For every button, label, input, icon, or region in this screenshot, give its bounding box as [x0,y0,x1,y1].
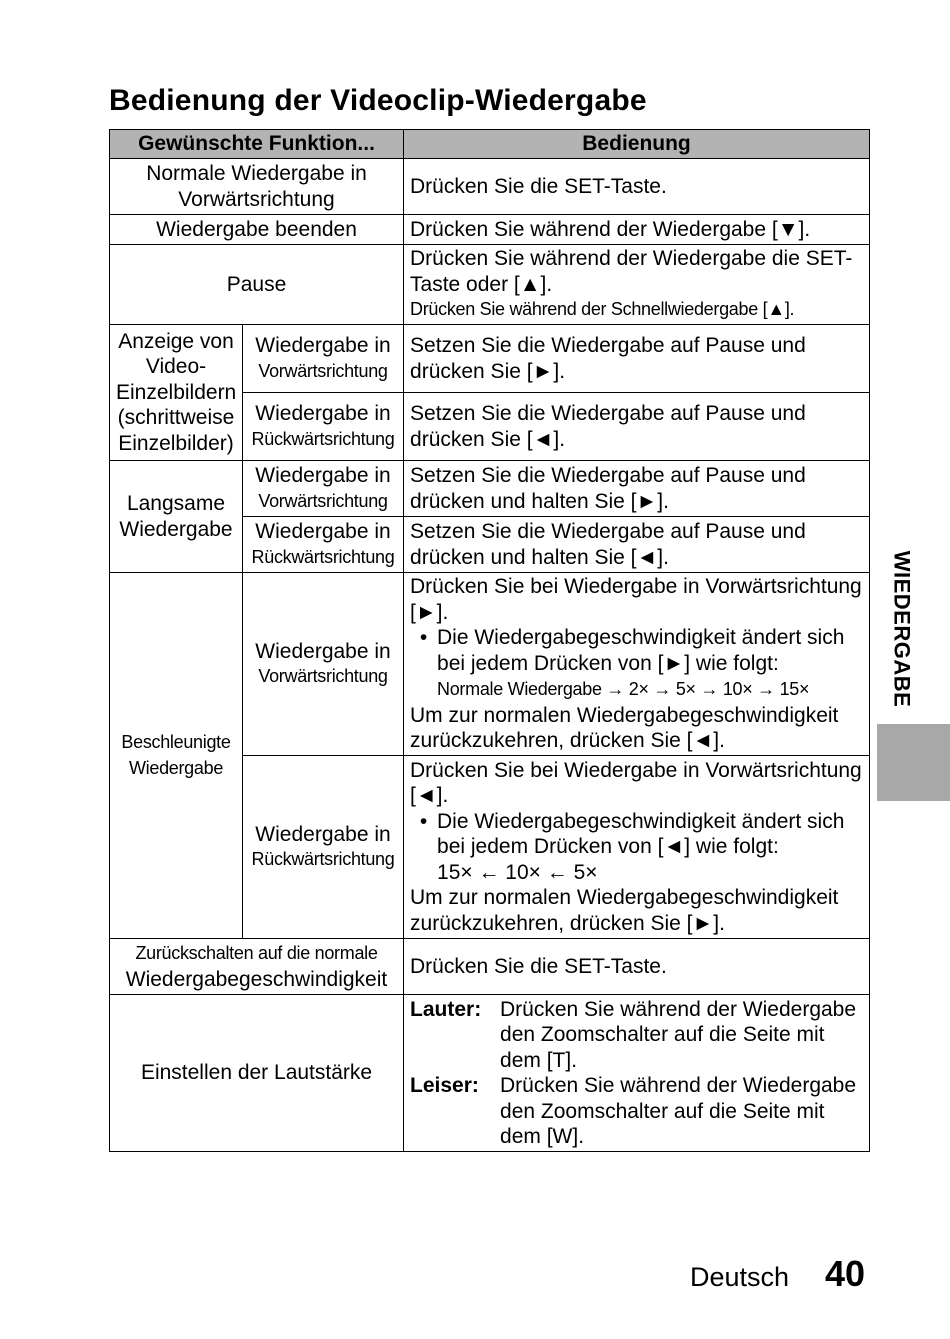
volume-quieter-text: Drücken Sie während der Wiedergabe den Zoomschalter auf die Seite mit dem [W]. [500,1074,857,1148]
table-row [110,461,870,517]
direction-sublabel: Vorwärtsrichtung [258,666,388,686]
direction-reverse [243,756,404,939]
operation-pause-line1: Drücken Sie während der Wiedergabe die SET-Taste oder [▲]. [410,247,853,296]
speed-sequence: 15× ← 10× ← 5× [437,860,598,884]
bullet-icon: • [419,626,428,650]
function-volume: Einstellen der Lautstärke [110,995,404,1152]
direction-label: Wiedergabe in [255,520,391,543]
volume-louder-label: Lauter: [410,997,482,1021]
function-frame-by-frame: Anzeige von Video-Einzelbildern (schrittweise Einzelbilder) [110,325,243,461]
table-row [110,939,870,995]
function-pause: Pause [110,245,404,325]
operation-fast-reverse [404,756,870,939]
volume-quieter-label: Leiser: [410,1074,479,1097]
volume-louder-text: Drücken Sie während der Wiedergabe den Zoomschalter auf die Seite mit dem [T]. [500,997,857,1072]
footer-language: Deutsch [690,1262,790,1292]
function-return-normal [110,939,404,995]
direction-reverse [243,517,404,573]
volume-quieter [410,1073,863,1150]
table-row [110,325,870,393]
section-tab-marker [877,724,950,801]
operation-stop-playback: Drücken Sie während der Wiedergabe [▼]. [404,215,870,245]
fast-reverse-intro: Drücken Sie bei Wiedergabe in Vorwärtsrichtung [◄]. [410,758,862,808]
fast-forward-bullet [410,625,863,703]
direction-sublabel: Rückwärtsrichtung [251,546,395,567]
direction-label: Wiedergabe in [255,334,391,357]
table-row [110,995,870,1152]
operation-slow-forward: Setzen Sie die Wiedergabe auf Pause und drücken und halten Sie [►]. [404,461,870,517]
function-normal-playback: Normale Wiedergabe in Vorwärtsrichtung [110,159,404,215]
direction-sublabel: Rückwärtsrichtung [251,428,395,449]
operation-frame-reverse: Setzen Sie die Wiedergabe auf Pause und drücken Sie [◄]. [404,393,870,461]
operation-slow-reverse: Setzen Sie die Wiedergabe auf Pause und drücken und halten Sie [◄]. [404,517,870,573]
direction-forward [243,573,404,756]
function-fast-playback: Beschleunigte Wiedergabe [110,573,243,939]
function-return-normal-line2: Wiedergabegeschwindigkeit [125,967,388,991]
operations-table [109,129,870,1152]
operation-volume [404,995,870,1152]
operation-pause-line2: Drücken Sie während der Schnellwiedergabe [▲]. [410,299,795,320]
direction-label: Wiedergabe in [255,639,391,663]
fast-forward-intro: Drücken Sie bei Wiedergabe in Vorwärtsrichtung [►]. [410,575,862,624]
direction-forward [243,325,404,393]
operation-frame-forward: Setzen Sie die Wiedergabe auf Pause und drücken Sie [►]. [404,325,870,393]
header-function: Gewünschte Funktion... [110,130,404,159]
direction-sublabel: Rückwärtsrichtung [251,849,395,869]
operation-fast-forward [404,573,870,756]
fast-reverse-bullet [410,809,863,886]
table-header-row [110,130,870,159]
bullet-text: Die Wiedergabegeschwindigkeit ändert sich bei jedem Drücken von [►] wie folgt: [437,626,845,675]
bullet-icon: • [419,809,428,833]
fast-reverse-return: Um zur normalen Wiedergabegeschwindigkeit zurückzukehren, drücken Sie [►]. [410,886,839,935]
direction-label: Wiedergabe in [255,464,391,487]
function-return-normal-line1: Zurückschalten auf die normale [135,943,378,963]
fast-forward-return: Um zur normalen Wiedergabegeschwindigkeit zurückzukehren, drücken Sie [◄]. [410,703,839,753]
function-stop-playback: Wiedergabe beenden [110,215,404,245]
table-row [110,159,870,215]
direction-sublabel: Vorwärtsrichtung [258,360,388,381]
volume-louder [410,997,863,1074]
direction-forward [243,461,404,517]
function-slow-playback: Langsame Wiedergabe [110,461,243,573]
table-row [110,573,870,756]
operation-normal-playback: Drücken Sie die SET-Taste. [404,159,870,215]
operation-pause [404,245,870,325]
direction-reverse [243,393,404,461]
bullet-text: Die Wiedergabegeschwindigkeit ändert sich bei jedem Drücken von [◄] wie folgt: [437,809,845,859]
header-operation: Bedienung [404,130,870,159]
table-row [110,215,870,245]
section-side-label-text: WIEDERGABE [889,550,914,708]
direction-sublabel: Vorwärtsrichtung [258,490,388,511]
speed-sequence: Normale Wiedergabe → 2× → 5× → 10× → 15× [437,679,810,700]
direction-label: Wiedergabe in [255,822,391,846]
direction-label: Wiedergabe in [255,402,391,425]
table-row [110,245,870,325]
operation-return-normal: Drücken Sie die SET-Taste. [404,939,870,995]
section-side-label [876,537,926,721]
page-title: Bedienung der Videoclip-Wiedergabe [109,84,647,117]
page-number: 40 [825,1253,866,1294]
